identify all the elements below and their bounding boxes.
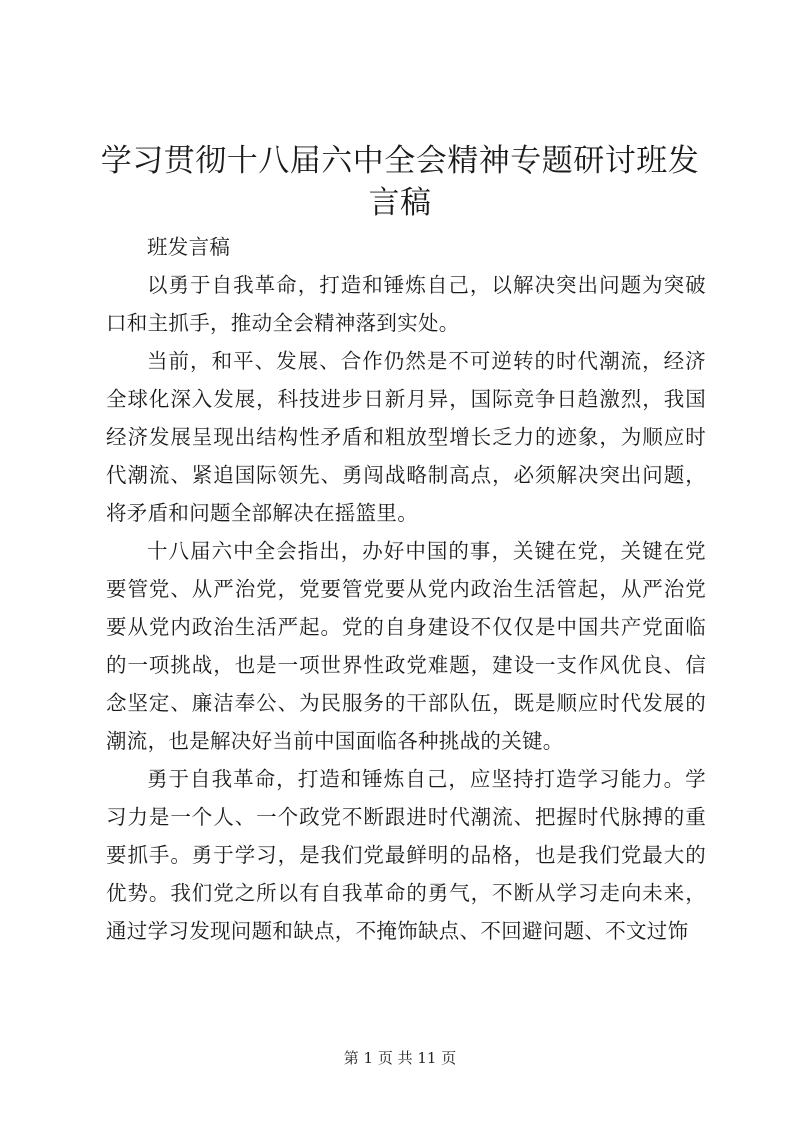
paragraph-4: 勇于自我革命，打造和锤炼自己，应坚持打造学习能力。学习力是一个人、一个政党不断跟进时代潮流、把握时代脉搏的重要抓手。勇于学习，是我们党最鲜明的品格，也是我们党最大的优势。我们党之所以有自我革命的勇气，不断从学习走向未来，通过学习发现问题和缺点，不掩饰缺点、不回避问题、不文过饰 — [106, 767, 706, 943]
paragraph-2: 当前，和平、发展、合作仍然是不可逆转的时代潮流，经济全球化深入发展，科技进步日新月异，国际竞争日趋激烈，我国经济发展呈现出结构性矛盾和粗放型增长乏力的迹象，为顺应时代潮流、紧追国际领先、勇闯战略制高点，必须解决突出问题，将矛盾和问题全部解决在摇篮里。 — [106, 349, 706, 525]
paragraph-subtitle: 班发言稿 — [147, 235, 231, 259]
page-number-footer: 第 1 页 共 11 页 — [343, 1049, 457, 1067]
paragraph-3: 十八届六中全会指出，办好中国的事，关键在党，关键在党要管党、从严治党，党要管党要从党内政治生活管起，从严治党要从党内政治生活严起。党的自身建设不仅仅是中国共产党面临的一项挑战，也是一项世界性政党难题，建设一支作风优良、信念坚定、廉洁奉公、为民服务的干部队伍，既是顺应时代发展的潮流，也是解决好当前中国面临各种挑战的关键。 — [106, 539, 706, 753]
paragraph-1: 以勇于自我革命，打造和锤炼自己，以解决突出问题为突破口和主抓手，推动全会精神落到实处。 — [106, 273, 706, 335]
document-title: 学习贯彻十八届六中全会精神专题研讨班发言稿 — [100, 143, 700, 221]
document-body — [106, 228, 706, 950]
